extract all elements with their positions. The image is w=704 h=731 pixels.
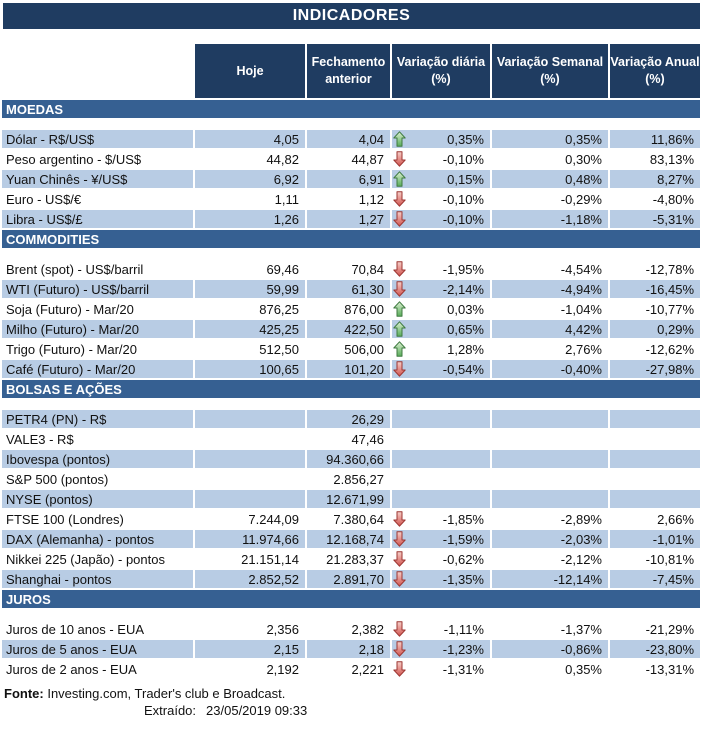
var-anual-value: -27,98%: [610, 360, 700, 378]
trend-arrow-slot: [393, 211, 406, 227]
var-anual-value: [610, 470, 700, 488]
table-row: [2, 130, 700, 148]
fechamento-value: 1,27: [307, 210, 390, 228]
hoje-value: 21.151,14: [195, 550, 305, 568]
var-anual-value: -12,62%: [610, 340, 700, 358]
fechamento-value: 2.856,27: [307, 470, 390, 488]
fechamento-value: 94.360,66: [307, 450, 390, 468]
table-row: [2, 490, 700, 508]
table-row: [2, 280, 700, 298]
trend-arrow-slot: [393, 261, 406, 277]
var-semanal-value: -2,12%: [492, 550, 608, 568]
var-semanal-value: [492, 490, 608, 508]
var-semanal-value: -1,04%: [492, 300, 608, 318]
row-label: Euro - US$/€: [2, 190, 193, 208]
column-header-1: Fechamento anterior: [307, 44, 390, 98]
var-diaria-cell: [392, 320, 490, 338]
fechamento-value: 12.671,99: [307, 490, 390, 508]
var-diaria-value: -0,54%: [442, 361, 484, 377]
row-label: FTSE 100 (Londres): [2, 510, 193, 528]
var-anual-value: -7,45%: [610, 570, 700, 588]
table-row: [2, 360, 700, 378]
var-diaria-cell: [392, 340, 490, 358]
trend-arrow-slot: [393, 341, 406, 357]
spacer-row: [2, 400, 700, 408]
var-diaria-cell: [392, 410, 490, 428]
fechamento-value: 26,29: [307, 410, 390, 428]
trend-arrow-slot: [393, 131, 406, 147]
table-row: [2, 620, 700, 638]
arrow-up-icon: [393, 171, 406, 187]
row-label: S&P 500 (pontos): [2, 470, 193, 488]
var-anual-value: -16,45%: [610, 280, 700, 298]
var-diaria-cell: [392, 570, 490, 588]
arrow-down-icon: [393, 551, 406, 567]
var-diaria-value: -0,10%: [442, 191, 484, 207]
var-anual-value: -4,80%: [610, 190, 700, 208]
fechamento-value: 2,382: [307, 620, 390, 638]
var-diaria-cell: [392, 530, 490, 548]
table-row: [2, 260, 700, 278]
fechamento-value: 21.283,37: [307, 550, 390, 568]
arrow-down-icon: [393, 661, 406, 677]
arrow-up-icon: [393, 321, 406, 337]
fechamento-value: 101,20: [307, 360, 390, 378]
row-label: Brent (spot) - US$/barril: [2, 260, 193, 278]
table-row: [2, 640, 700, 658]
row-label: Juros de 10 anos - EUA: [2, 620, 193, 638]
fechamento-value: 2.891,70: [307, 570, 390, 588]
hoje-value: [195, 450, 305, 468]
var-diaria-value: 0,03%: [447, 301, 484, 317]
source-text: Investing.com, Trader's club e Broadcast.: [47, 686, 286, 701]
var-diaria-cell: [392, 130, 490, 148]
extracted-line: [144, 703, 704, 718]
table-row: [2, 530, 700, 548]
var-diaria-value: -1,59%: [442, 531, 484, 547]
row-label: Peso argentino - $/US$: [2, 150, 193, 168]
var-semanal-value: -0,86%: [492, 640, 608, 658]
row-label: Dólar - R$/US$: [2, 130, 193, 148]
row-label: PETR4 (PN) - R$: [2, 410, 193, 428]
trend-arrow-slot: [393, 491, 406, 507]
var-anual-value: -10,77%: [610, 300, 700, 318]
indicators-table: [0, 42, 702, 680]
arrow-up-icon: [393, 341, 406, 357]
trend-arrow-slot: [393, 281, 406, 297]
trend-arrow-slot: [393, 571, 406, 587]
arrow-down-icon: [393, 281, 406, 297]
var-diaria-cell: [392, 450, 490, 468]
fechamento-value: 876,00: [307, 300, 390, 318]
row-label: Juros de 2 anos - EUA: [2, 660, 193, 678]
footer: [4, 686, 704, 718]
var-diaria-value: 0,65%: [447, 321, 484, 337]
fechamento-value: 44,87: [307, 150, 390, 168]
hoje-value: 69,46: [195, 260, 305, 278]
var-anual-value: -21,29%: [610, 620, 700, 638]
row-label: Trigo (Futuro) - Mar/20: [2, 340, 193, 358]
row-label: Café (Futuro) - Mar/20: [2, 360, 193, 378]
trend-arrow-slot: [393, 531, 406, 547]
hoje-value: 2,15: [195, 640, 305, 658]
var-diaria-cell: [392, 470, 490, 488]
var-semanal-value: 0,35%: [492, 660, 608, 678]
trend-arrow-slot: [393, 451, 406, 467]
row-label: Shanghai - pontos: [2, 570, 193, 588]
table-row: [2, 470, 700, 488]
var-anual-value: [610, 430, 700, 448]
hoje-value: 425,25: [195, 320, 305, 338]
var-diaria-cell: [392, 300, 490, 318]
var-semanal-value: 2,76%: [492, 340, 608, 358]
section-title: MOEDAS: [2, 100, 700, 118]
var-diaria-value: -2,14%: [442, 281, 484, 297]
fechamento-value: 70,84: [307, 260, 390, 278]
table-row: [2, 170, 700, 188]
trend-arrow-slot: [393, 191, 406, 207]
var-anual-value: [610, 450, 700, 468]
var-anual-value: -1,01%: [610, 530, 700, 548]
column-header-0: Hoje: [195, 44, 305, 98]
table-row: [2, 190, 700, 208]
trend-arrow-slot: [393, 471, 406, 487]
var-diaria-cell: [392, 280, 490, 298]
spacer: [2, 250, 700, 258]
var-diaria-cell: [392, 170, 490, 188]
var-anual-value: [610, 490, 700, 508]
hoje-value: [195, 470, 305, 488]
var-anual-value: 2,66%: [610, 510, 700, 528]
var-diaria-value: 0,15%: [447, 171, 484, 187]
arrow-down-icon: [393, 151, 406, 167]
spacer-row: [2, 250, 700, 258]
indicators-table-body: [2, 100, 700, 678]
hoje-value: 7.244,09: [195, 510, 305, 528]
spacer: [2, 120, 700, 128]
var-diaria-cell: [392, 210, 490, 228]
var-diaria-cell: [392, 660, 490, 678]
var-semanal-value: -0,29%: [492, 190, 608, 208]
row-label: WTI (Futuro) - US$/barril: [2, 280, 193, 298]
hoje-value: 2,356: [195, 620, 305, 638]
var-anual-value: 8,27%: [610, 170, 700, 188]
arrow-up-icon: [393, 131, 406, 147]
trend-arrow-slot: [393, 661, 406, 677]
trend-arrow-slot: [393, 431, 406, 447]
table-row: [2, 300, 700, 318]
var-semanal-value: [492, 410, 608, 428]
corner-cell: [2, 44, 193, 98]
hoje-value: 59,99: [195, 280, 305, 298]
fechamento-value: 2,221: [307, 660, 390, 678]
var-anual-value: -12,78%: [610, 260, 700, 278]
source-line: [4, 686, 704, 701]
var-semanal-value: 0,48%: [492, 170, 608, 188]
var-anual-value: -13,31%: [610, 660, 700, 678]
section-title: COMMODITIES: [2, 230, 700, 248]
var-semanal-value: [492, 430, 608, 448]
source-label: Fonte:: [4, 686, 44, 701]
var-anual-value: 0,29%: [610, 320, 700, 338]
trend-arrow-slot: [393, 361, 406, 377]
fechamento-value: 6,91: [307, 170, 390, 188]
var-diaria-cell: [392, 490, 490, 508]
table-row: [2, 340, 700, 358]
section-header-row: [2, 100, 700, 118]
var-diaria-value: 0,35%: [447, 131, 484, 147]
var-diaria-cell: [392, 260, 490, 278]
section-title: BOLSAS E AÇÕES: [2, 380, 700, 398]
table-row: [2, 510, 700, 528]
arrow-down-icon: [393, 571, 406, 587]
var-diaria-value: -1,11%: [443, 621, 484, 637]
var-semanal-value: 0,30%: [492, 150, 608, 168]
table-row: [2, 320, 700, 338]
trend-arrow-slot: [393, 511, 406, 527]
table-row: [2, 660, 700, 678]
table-row: [2, 150, 700, 168]
table-row: [2, 450, 700, 468]
row-label: Soja (Futuro) - Mar/20: [2, 300, 193, 318]
var-semanal-value: -12,14%: [492, 570, 608, 588]
hoje-value: [195, 490, 305, 508]
var-anual-value: -23,80%: [610, 640, 700, 658]
row-label: NYSE (pontos): [2, 490, 193, 508]
arrow-down-icon: [393, 511, 406, 527]
var-anual-value: [610, 410, 700, 428]
spacer-row: [2, 120, 700, 128]
spacer-row: [2, 610, 700, 618]
trend-arrow-slot: [393, 301, 406, 317]
table-row: [2, 550, 700, 568]
hoje-value: 11.974,66: [195, 530, 305, 548]
hoje-value: 44,82: [195, 150, 305, 168]
var-semanal-value: 0,35%: [492, 130, 608, 148]
trend-arrow-slot: [393, 411, 406, 427]
var-anual-value: -5,31%: [610, 210, 700, 228]
arrow-down-icon: [393, 621, 406, 637]
var-diaria-cell: [392, 430, 490, 448]
var-semanal-value: -0,40%: [492, 360, 608, 378]
var-semanal-value: -2,89%: [492, 510, 608, 528]
hoje-value: 1,11: [195, 190, 305, 208]
row-label: Ibovespa (pontos): [2, 450, 193, 468]
var-diaria-value: -1,35%: [442, 571, 484, 587]
var-anual-value: -10,81%: [610, 550, 700, 568]
row-label: Nikkei 225 (Japão) - pontos: [2, 550, 193, 568]
var-diaria-value: -1,23%: [442, 641, 484, 657]
section-title: JUROS: [2, 590, 700, 608]
arrow-down-icon: [393, 191, 406, 207]
extracted-label: Extraído:: [144, 703, 197, 718]
trend-arrow-slot: [393, 621, 406, 637]
row-label: Yuan Chinês - ¥/US$: [2, 170, 193, 188]
hoje-value: 512,50: [195, 340, 305, 358]
var-semanal-value: -2,03%: [492, 530, 608, 548]
fechamento-value: 61,30: [307, 280, 390, 298]
row-label: VALE3 - R$: [2, 430, 193, 448]
fechamento-value: 422,50: [307, 320, 390, 338]
trend-arrow-slot: [393, 551, 406, 567]
table-row: [2, 570, 700, 588]
var-diaria-value: 1,28%: [447, 341, 484, 357]
var-diaria-value: -0,10%: [442, 151, 484, 167]
var-anual-value: 83,13%: [610, 150, 700, 168]
trend-arrow-slot: [393, 641, 406, 657]
hoje-value: 100,65: [195, 360, 305, 378]
section-header-row: [2, 590, 700, 608]
arrow-down-icon: [393, 261, 406, 277]
var-diaria-cell: [392, 640, 490, 658]
var-semanal-value: -4,94%: [492, 280, 608, 298]
extracted-value: 23/05/2019 09:33: [206, 703, 308, 718]
hoje-value: 4,05: [195, 130, 305, 148]
trend-arrow-slot: [393, 171, 406, 187]
row-label: Milho (Futuro) - Mar/20: [2, 320, 193, 338]
fechamento-value: 12.168,74: [307, 530, 390, 548]
var-diaria-cell: [392, 550, 490, 568]
trend-arrow-slot: [393, 321, 406, 337]
arrow-down-icon: [393, 361, 406, 377]
fechamento-value: 47,46: [307, 430, 390, 448]
spacer: [2, 610, 700, 618]
table-row: [2, 410, 700, 428]
column-header-row: [2, 44, 700, 98]
arrow-down-icon: [393, 211, 406, 227]
var-semanal-value: -4,54%: [492, 260, 608, 278]
table-row: [2, 210, 700, 228]
var-semanal-value: 4,42%: [492, 320, 608, 338]
arrow-down-icon: [393, 641, 406, 657]
column-header-3: Variação Semanal (%): [492, 44, 608, 98]
var-semanal-value: [492, 470, 608, 488]
arrow-up-icon: [393, 301, 406, 317]
hoje-value: 1,26: [195, 210, 305, 228]
var-diaria-value: -1,85%: [442, 511, 484, 527]
var-anual-value: 11,86%: [610, 130, 700, 148]
fechamento-value: 7.380,64: [307, 510, 390, 528]
var-diaria-value: -0,10%: [442, 211, 484, 227]
var-diaria-cell: [392, 510, 490, 528]
var-diaria-value: -1,95%: [442, 261, 484, 277]
hoje-value: 2.852,52: [195, 570, 305, 588]
fechamento-value: 2,18: [307, 640, 390, 658]
var-semanal-value: -1,37%: [492, 620, 608, 638]
var-diaria-cell: [392, 190, 490, 208]
fechamento-value: 4,04: [307, 130, 390, 148]
var-diaria-cell: [392, 620, 490, 638]
hoje-value: 876,25: [195, 300, 305, 318]
column-header-2: Variação diária (%): [392, 44, 490, 98]
var-semanal-value: [492, 450, 608, 468]
var-semanal-value: -1,18%: [492, 210, 608, 228]
var-diaria-cell: [392, 150, 490, 168]
section-header-row: [2, 230, 700, 248]
spacer: [2, 400, 700, 408]
page-title: INDICADORES: [3, 3, 700, 29]
arrow-down-icon: [393, 531, 406, 547]
hoje-value: 6,92: [195, 170, 305, 188]
hoje-value: [195, 410, 305, 428]
section-header-row: [2, 380, 700, 398]
var-diaria-value: -1,31%: [442, 661, 484, 677]
var-diaria-value: -0,62%: [442, 551, 484, 567]
fechamento-value: 506,00: [307, 340, 390, 358]
table-row: [2, 430, 700, 448]
row-label: Juros de 5 anos - EUA: [2, 640, 193, 658]
var-diaria-cell: [392, 360, 490, 378]
column-header-4: Variação Anual (%): [610, 44, 700, 98]
trend-arrow-slot: [393, 151, 406, 167]
hoje-value: [195, 430, 305, 448]
fechamento-value: 1,12: [307, 190, 390, 208]
row-label: DAX (Alemanha) - pontos: [2, 530, 193, 548]
hoje-value: 2,192: [195, 660, 305, 678]
row-label: Libra - US$/£: [2, 210, 193, 228]
